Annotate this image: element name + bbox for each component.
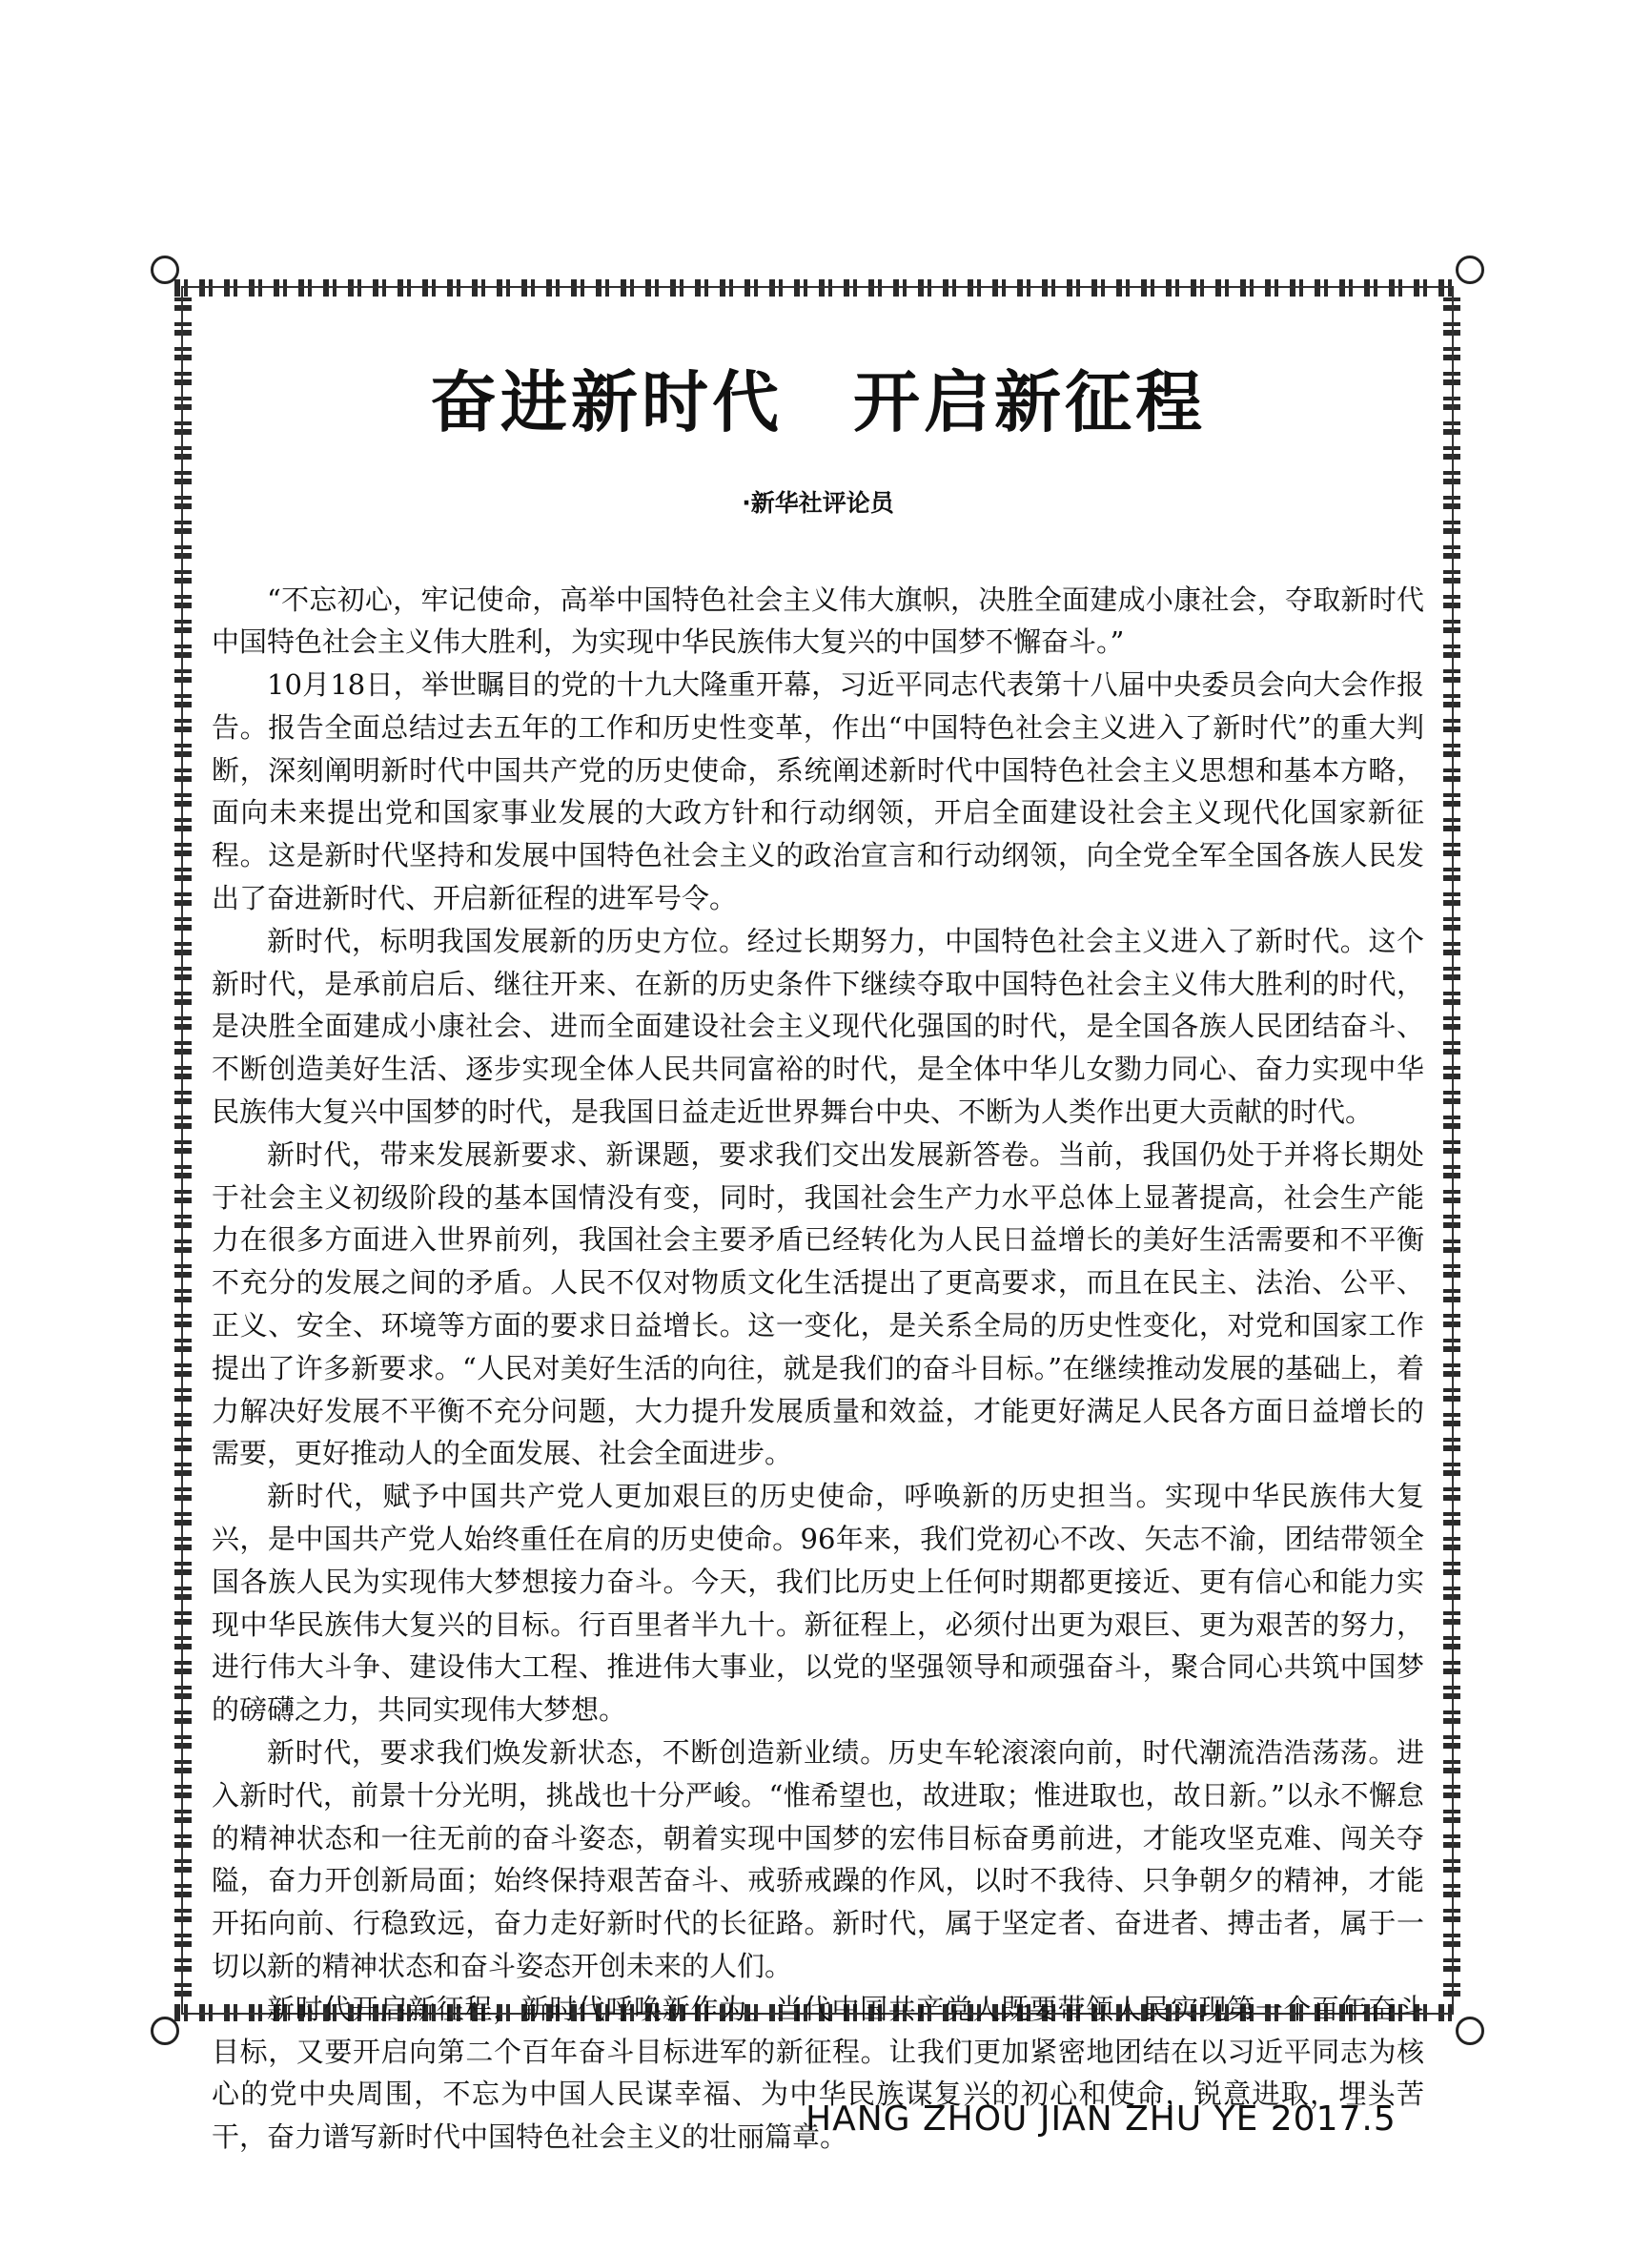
article-paragraph: 10月18日，举世瞩目的党的十九大隆重开幕，习近平同志代表第十八届中央委员会向大会作报告。报告全面总结过去五年的工作和历史性变革，作出“中国特色社会主义进入了新时代”的重大判断，深刻阐明新时代中国共产党的历史使命，系统阐述新时代中国特色社会主义思想和基本方略，面向未来提出党和国家事业发展的大政方针和行动纲领，开启全面建设社会主义现代化国家新征程。这是新时代坚持和发展中国特色社会主义的政治宣言和行动纲领，向全党全军全国各族人民发出了奋进新时代、开启新征程的进军号令。 bbox=[212, 668, 1424, 915]
article-byline: ·新华社评论员 bbox=[742, 489, 894, 517]
article-paragraph: 新时代，标明我国发展新的历史方位。经过长期努力，中国特色社会主义进入了新时代。这个新时代，是承前启后、继往开来、在新的历史条件下继续夺取中国特色社会主义伟大胜利的时代，是决胜全面建成小康社会、进而全面建设社会主义现代化强国的时代，是全国各族人民团结奋斗、不断创造美好生活、逐步实现全体人民共同富裕的时代，是全体中华儿女勠力同心、奋力实现中华民族伟大复兴中国梦的时代，是我国日益走近世界舞台中央、不断为人类作出更大贡献的时代。 bbox=[212, 924, 1424, 1129]
article-paragraph: 新时代，赋予中国共产党人更加艰巨的历史使命，呼唤新的历史担当。实现中华民族伟大复兴，是中国共产党人始终重任在肩的历史使命。96年来，我们党初心不改、矢志不渝，团结带领全国各族人民为实现伟大梦想接力奋斗。今天，我们比历史上任何时期都更接近、更有信心和能力实现中华民族伟大复兴的目标。行百里者半九十。新征程上，必须付出更为艰巨、更为艰苦的努力，进行伟大斗争、建设伟大工程、推进伟大事业，以党的坚强领导和顽强奋斗，聚合同心共筑中国梦的磅礴之力，共同实现伟大梦想。 bbox=[212, 1480, 1424, 1727]
article-title: 奋进新时代 开启新征程 bbox=[430, 362, 1206, 441]
article-paragraph: 新时代开启新征程，新时代呼唤新作为。当代中国共产党人既要带领人民实现第一个百年奋斗目标，又要开启向第二个百年奋斗目标进军的新征程。让我们更加紧密地团结在以习近平同志为核心的党中央周围，不忘为中国人民谋幸福、为中华民族谋复兴的初心和使命，锐意进取，埋头苦干，奋力谱写新时代中国特色社会主义的壮丽篇章。 bbox=[212, 1992, 1424, 2154]
border-corner-ornament-icon bbox=[1456, 256, 1484, 284]
article-paragraph: “不忘初心，牢记使命，高举中国特色社会主义伟大旗帜，决胜全面建成小康社会，夺取新时代中国特色社会主义伟大胜利，为实现中华民族伟大复兴的中国梦不懈奋斗。” bbox=[212, 583, 1424, 659]
border-corner-ornament-icon bbox=[1456, 2017, 1484, 2045]
article-paragraph: 新时代，要求我们焕发新状态，不断创造新业绩。历史车轮滚滚向前，时代潮流浩浩荡荡。进入新时代，前景十分光明，挑战也十分严峻。“惟希望也，故进取；惟进取也，故日新。”以永不懈怠的精神状态和一往无前的奋斗姿态，朝着实现中国梦的宏伟目标奋勇前进，才能攻坚克难、闯关夺隘，奋力开创新局面；始终保持艰苦奋斗、戒骄戒躁的作风，以时不我待、只争朝夕的精神，才能开拓向前、行稳致远，奋力走好新时代的长征路。新时代，属于坚定者、奋进者、搏击者，属于一切以新的精神状态和奋斗姿态开创未来的人们。 bbox=[212, 1736, 1424, 1982]
article-body bbox=[212, 579, 1424, 2159]
article-content bbox=[212, 286, 1424, 2159]
border-corner-ornament-icon bbox=[151, 256, 179, 284]
border-corner-ornament-icon bbox=[151, 2017, 179, 2045]
journal-footer: HANG ZHOU JIAN ZHU YE 2017.5 bbox=[806, 2099, 1397, 2139]
article-paragraph: 新时代，带来发展新要求、新课题，要求我们交出发展新答卷。当前，我国仍处于并将长期处于社会主义初级阶段的基本国情没有变，同时，我国社会生产力水平总体上显著提高，社会生产能力在很多方面进入世界前列，我国社会主要矛盾已经转化为人民日益增长的美好生活需要和不平衡不充分的发展之间的矛盾。人民不仅对物质文化生活提出了更高要求，而且在民主、法治、公平、正义、安全、环境等方面的要求日益增长。这一变化，是关系全局的历史性变化，对党和国家工作提出了许多新要求。“人民对美好生活的向往，就是我们的奋斗目标。”在继续推动发展的基础上，着力解决好发展不平衡不充分问题，大力提升发展质量和效益，才能更好满足人民各方面日益增长的需要，更好推动人的全面发展、社会全面进步。 bbox=[212, 1137, 1424, 1470]
